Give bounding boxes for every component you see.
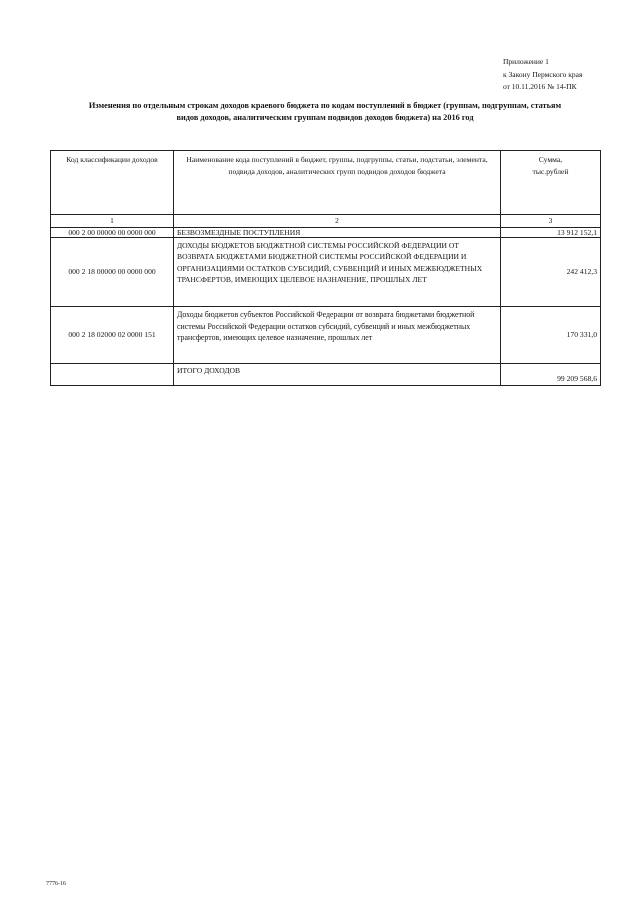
column-header-sum [501,151,601,215]
document-title-line1: Изменения по отдельным строкам доходов краевого бюджета по кодам поступлений в бюджет (группам, подгруппам, статьям [88,101,562,110]
row-amount: 13 912 152,1 [501,228,601,238]
document-title [20,100,630,124]
row-code [51,364,174,386]
appendix-label: Приложение 1 [503,57,549,66]
row-amount: 99 209 568,6 [501,364,601,386]
row-code: 000 2 18 00000 00 0000 000 [51,238,174,307]
table-row [51,238,601,307]
document-title-line2: видов доходов, аналитическим группам подвидов доходов бюджета) на 2016 год [176,113,474,122]
column-number: 2 [174,215,501,228]
row-name: ИТОГО ДОХОДОВ [174,364,501,386]
appendix-date: от 10.11.2016 № 14-ПК [503,82,577,91]
row-name: БЕЗВОЗМЕЗДНЫЕ ПОСТУПЛЕНИЯ [174,228,501,238]
column-header-sum-line1: Сумма, [538,155,563,164]
row-amount: 170 331,0 [501,307,601,364]
table-row [51,307,601,364]
column-number-row [51,215,601,228]
appendix-header [503,56,582,94]
table-row [51,228,601,238]
column-header-code: Код классификации доходов [51,151,174,215]
table-row-total [51,364,601,386]
column-number: 3 [501,215,601,228]
column-header-name: Наименование кода поступлений в бюджет, группы, подгруппы, статьи, подстатьи, элемента, подвида доходов, аналитических групп подвидов доходов бюджета [174,151,501,215]
row-amount: 242 412,3 [501,238,601,307]
row-code: 000 2 00 00000 00 0000 000 [51,228,174,238]
footer-mark: 7776-16 [46,881,66,887]
row-code: 000 2 18 02000 02 0000 151 [51,307,174,364]
column-header-sum-line2: тыс.рублей [532,166,569,176]
table-header-row [51,151,601,215]
appendix-law: к Закону Пермского края [503,69,583,79]
column-number: 1 [51,215,174,228]
row-name: ДОХОДЫ БЮДЖЕТОВ БЮДЖЕТНОЙ СИСТЕМЫ РОССИЙСКОЙ ФЕДЕРАЦИИ ОТ ВОЗВРАТА БЮДЖЕТАМИ БЮДЖЕТНОЙ СИСТЕМЫ РОССИЙСКОЙ ФЕДЕРАЦИИ И ОРГАНИЗАЦИЯМИ ОСТАТКОВ СУБСИДИЙ, СУБВЕНЦИЙ И ИНЫХ МЕЖБЮДЖЕТНЫХ ТРАНСФЕРТОВ, ИМЕЮЩИХ ЦЕЛЕВОЕ НАЗНАЧЕНИЕ, ПРОШЛЫХ ЛЕТ [174,238,501,307]
row-name: Доходы бюджетов субъектов Российской Федерации от возврата бюджетами бюджетной системы Российской Федерации остатков субсидий, субвенций и иных межбюджетных трансфертов, имеющих целевое назначение, прошлых лет [174,307,501,364]
income-table [50,150,601,386]
